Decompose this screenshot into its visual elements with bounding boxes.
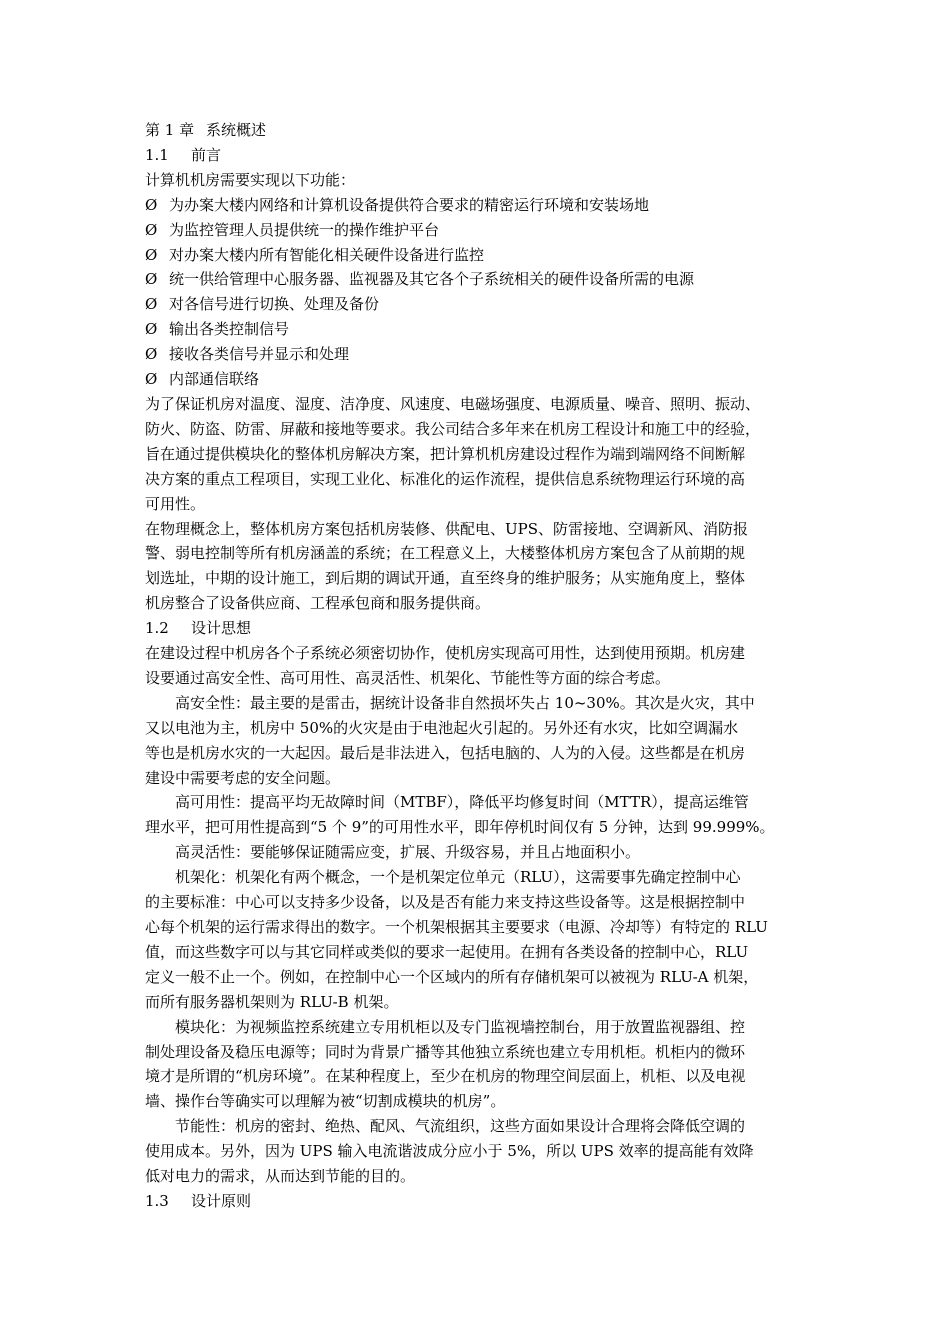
bullet-mark: Ø bbox=[145, 370, 158, 389]
bullet-item bbox=[145, 193, 810, 218]
bullet-item bbox=[145, 292, 810, 317]
section-number: 1.1 bbox=[145, 145, 169, 164]
paragraph-line: 在建设过程中机房各个子系统必须密切协作，使机房实现高可用性，达到使用预期。机房建 bbox=[145, 644, 746, 663]
bullet-text: 对办案大楼内所有智能化相关硬件设备进行监控 bbox=[169, 245, 485, 264]
bullet-mark: Ø bbox=[145, 245, 158, 264]
bullet-item bbox=[145, 218, 810, 243]
section-heading-1-2 bbox=[145, 616, 810, 641]
paragraph-line: 划选址，中期的设计施工，到后期的调试开通，直至终身的维护服务；从实施角度上，整体 bbox=[145, 569, 746, 588]
paragraph-line: 节能性：机房的密封、绝热、配风、气流组织，这些方面如果设计合理将会降低空调的 bbox=[175, 1117, 746, 1136]
paragraph-line: 墙、操作台等确实可以理解为被“切割成模块的机房”。 bbox=[145, 1092, 506, 1111]
paragraph-line: 警、弱电控制等所有机房涵盖的系统；在工程意义上，大楼整体机房方案包含了从前期的规 bbox=[145, 544, 746, 563]
paragraph-flexibility bbox=[145, 840, 810, 865]
chapter-number: 第 1 章 bbox=[145, 121, 195, 139]
paragraph-line: 在物理概念上，整体机房方案包括机房装修、供配电、UPS、防雷接地、空调新风、消防报 bbox=[145, 519, 749, 538]
section-title: 设计原则 bbox=[191, 1191, 252, 1210]
bullet-item bbox=[145, 267, 810, 292]
section-title: 前言 bbox=[191, 145, 222, 164]
paragraph-line: 的主要标准：中心可以支持多少设备，以及是否有能力来支持这些设备等。这是根据控制中 bbox=[145, 893, 746, 912]
paragraph-line: 又以电池为主，机房中 50%的火灾是由于电池起火引起的。另外还有水灾，比如空调漏水 bbox=[145, 718, 739, 737]
paragraph-line: 而所有服务器机架则为 RLU-B 机架。 bbox=[145, 992, 399, 1011]
bullet-mark: Ø bbox=[145, 270, 158, 289]
bullet-text: 为监控管理人员提供统一的操作维护平台 bbox=[169, 220, 440, 239]
paragraph-design-intro bbox=[145, 641, 810, 691]
paragraph-line: 低对电力的需求，从而达到节能的目的。 bbox=[145, 1167, 416, 1186]
paragraph-line: 高可用性：提高平均无故障时间（MTBF），降低平均修复时间（MTTR），提高运维管 bbox=[175, 793, 749, 812]
paragraph-line: 使用成本。另外，因为 UPS 输入电流谐波成分应小于 5%，所以 UPS 效率的提高能有效降 bbox=[145, 1142, 754, 1161]
paragraph-line: 旨在通过提供模块化的整体机房解决方案，把计算机机房建设过程作为端到端网络不间断解 bbox=[145, 444, 746, 463]
section-title: 设计思想 bbox=[191, 619, 252, 638]
paragraph-line: 为了保证机房对温度、湿度、洁净度、风速度、电磁场强度、电源质量、噪音、照明、振动、 bbox=[145, 394, 761, 413]
paragraph-line: 值，而这些数字可以与其它同样或类似的要求一起使用。在拥有各类设备的控制中心，RLU bbox=[145, 942, 749, 961]
paragraph-line: 等也是机房水灾的一大起因。最后是非法进入，包括电脑的、人为的入侵。这些都是在机房 bbox=[145, 743, 746, 762]
bullet-item bbox=[145, 317, 810, 342]
bullet-text: 为办案大楼内网络和计算机设备提供符合要求的精密运行环境和安装场地 bbox=[169, 195, 650, 214]
bullet-text: 对各信号进行切换、处理及备份 bbox=[169, 295, 380, 314]
paragraph-line: 制处理设备及稳压电源等；同时为背景广播等其他独立系统也建立专用机柜。机柜内的微环 bbox=[145, 1042, 746, 1061]
paragraph-line: 设要通过高安全性、高可用性、高灵活性、机架化、节能性等方面的综合考虑。 bbox=[145, 668, 671, 687]
bullet-text: 输出各类控制信号 bbox=[169, 320, 290, 339]
paragraph-line: 理水平，把可用性提高到“5 个 9”的可用性水平，即年停机时间仅有 5 分钟，达到 99.999%。 bbox=[145, 818, 775, 837]
paragraph-line: 定义一般不止一个。例如，在控制中心一个区域内的所有存储机架可以被视为 RLU-A 机架， bbox=[145, 967, 759, 986]
paragraph-line: 防火、防盗、防雷、屏蔽和接地等要求。我公司结合多年来在机房工程设计和施工中的经验， bbox=[145, 419, 761, 438]
bullet-item bbox=[145, 367, 810, 392]
paragraph-rack bbox=[145, 865, 810, 1014]
bullet-item bbox=[145, 243, 810, 268]
bullet-mark: Ø bbox=[145, 345, 158, 364]
paragraph-line: 机房整合了设备供应商、工程承包商和服务提供商。 bbox=[145, 594, 491, 613]
section-number: 1.3 bbox=[145, 1191, 169, 1210]
paragraph-line: 心每个机架的运行需求得出的数字。一个机架根据其主要要求（电源、冷却等）有特定的 RLU bbox=[145, 918, 768, 936]
section-number: 1.2 bbox=[145, 619, 169, 638]
paragraph-line: 高灵活性：要能够保证随需应变，扩展、升级容易，并且占地面积小。 bbox=[175, 843, 641, 862]
section-heading-1-1 bbox=[145, 143, 810, 168]
paragraph-purpose bbox=[145, 392, 810, 517]
intro-text: 计算机机房需要实现以下功能： bbox=[145, 170, 356, 189]
bullet-mark: Ø bbox=[145, 195, 158, 214]
bullet-mark: Ø bbox=[145, 220, 158, 239]
bullet-list bbox=[145, 193, 810, 392]
section-heading-1-3 bbox=[145, 1189, 810, 1214]
paragraph-line: 可用性。 bbox=[145, 494, 206, 513]
bullet-item bbox=[145, 342, 810, 367]
paragraph-modular bbox=[145, 1015, 810, 1115]
paragraph-security bbox=[145, 691, 810, 791]
paragraph-line: 决方案的重点工程项目，实现工业化、标准化的运作流程，提供信息系统物理运行环境的高 bbox=[145, 469, 746, 488]
bullet-text: 接收各类信号并显示和处理 bbox=[169, 345, 350, 364]
paragraph-line: 高安全性：最主要的是雷击，据统计设备非自然损坏失占 10~30%。其次是火灾，其中 bbox=[175, 693, 755, 712]
bullet-mark: Ø bbox=[145, 320, 158, 339]
paragraph-availability bbox=[145, 790, 810, 840]
bullet-text: 统一供给管理中心服务器、监视器及其它各个子系统相关的硬件设备所需的电源 bbox=[169, 270, 695, 289]
bullet-text: 内部通信联络 bbox=[169, 370, 260, 389]
paragraph-line: 境才是所谓的“机房环境”。在某种程度上，至少在机房的物理空间层面上，机柜、以及电视 bbox=[145, 1067, 746, 1086]
paragraph-energy bbox=[145, 1114, 810, 1189]
paragraph-concept bbox=[145, 517, 810, 617]
document-page bbox=[145, 118, 810, 1214]
chapter-title: 系统概述 bbox=[206, 121, 267, 139]
paragraph-line: 模块化：为视频监控系统建立专用机柜以及专门监视墙控制台，用于放置监视器组、控 bbox=[175, 1017, 746, 1036]
paragraph-line: 机架化：机架化有两个概念，一个是机架定位单元（RLU），这需要事先确定控制中心 bbox=[175, 868, 741, 887]
chapter-heading bbox=[145, 118, 810, 143]
bullet-mark: Ø bbox=[145, 295, 158, 314]
paragraph-line: 建设中需要考虑的安全问题。 bbox=[145, 768, 341, 787]
